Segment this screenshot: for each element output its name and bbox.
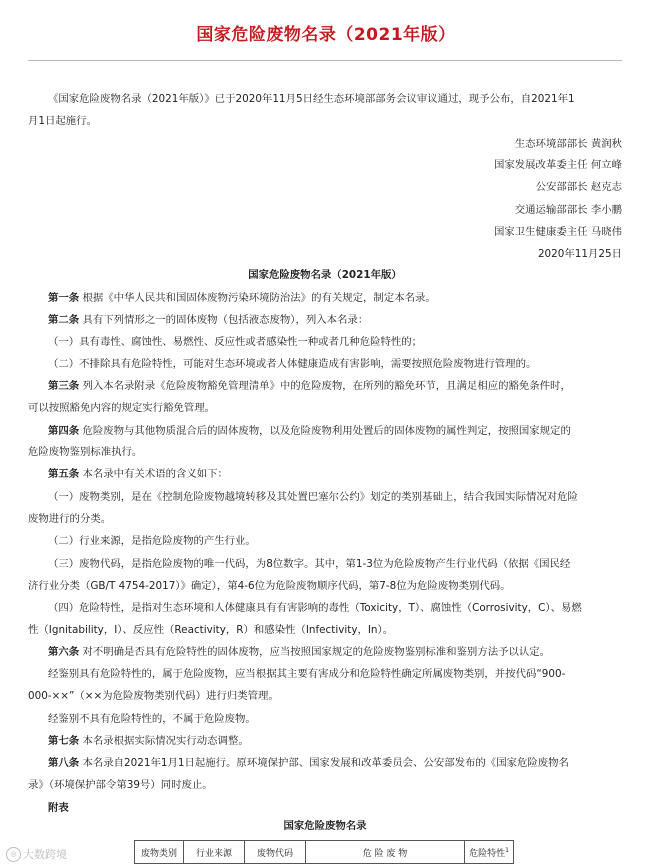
col-header-industry: 行业来源 <box>184 841 245 864</box>
article-label: 第五条 <box>48 468 80 480</box>
article-6 <box>28 641 622 664</box>
article-5-item-3: （三）废物代码，是指危险废物的唯一代码，为8位数字。其中，第1-3位为危险废物产生行业代码（依据《国民经 <box>48 558 571 570</box>
article-text: 根据《中华人民共和国固体废物污染环境防治法》的有关规定，制定本名录。 <box>79 292 436 304</box>
article-8-cont: 录》（环境保护部令第39号）同时废止。 <box>28 779 213 791</box>
article-8 <box>28 752 622 775</box>
preamble-line-2: 月1日起施行。 <box>28 115 97 127</box>
col-header-category: 废物类别 <box>135 841 184 864</box>
article-text: 对不明确是否具有危险特性的固体废物，应当按照国家规定的危险废物鉴别标准和鉴别方法予以认定。 <box>79 646 551 658</box>
article-text: 列入本名录附录《危险废物豁免管理清单》中的危险废物，在所列的豁免环节，且满足相应的豁免条件时， <box>79 380 571 392</box>
article-text: 本名录自2021年1月1日起施行。原环境保护部、国家发展和改革委员会、公安部发布的《国家危险废物名 <box>79 757 569 769</box>
annex-title: 国家危险废物名录 <box>283 820 367 832</box>
article-6-para-1: 经鉴别具有危险特性的，属于危险废物，应当根据其主要有害成分和危险特性确定所属废物类别，并按代码“900- <box>48 668 566 680</box>
article-2-item-2: （二）不排除具有危险特性，可能对生态环境或者人体健康造成有害影响，需要按照危险废物进行管理的。 <box>48 358 537 370</box>
article-6-para-1-cont: 000-××”（××为危险废物类别代码）进行归类管理。 <box>28 690 279 702</box>
signatory-1: 生态环境部部长 黄润秋 <box>514 138 622 150</box>
article-5 <box>28 463 622 486</box>
article-text: 本名录根据实际情况实行动态调整。 <box>79 735 249 747</box>
watermark-logo-icon: ◎ <box>6 847 21 862</box>
article-5-item-4: （四）危险特性，是指对生态环境和人体健康具有有害影响的毒性（Toxicity，T）、腐蚀性（Corrosivity，C）、易燃 <box>48 602 582 614</box>
article-2-item-1: （一）具有毒性、腐蚀性、易燃性、反应性或者感染性一种或者几种危险特性的； <box>48 336 423 348</box>
signatory-4: 交通运输部部长 李小鹏 <box>514 204 622 216</box>
annex-table <box>134 840 514 864</box>
article-text: 本名录中有关术语的含义如下： <box>79 468 228 480</box>
article-5-item-1: （一）废物类别，是在《控制危险废物越境转移及其处置巴塞尔公约》划定的类别基础上，结合我国实际情况对危险 <box>48 491 578 503</box>
article-4-cont: 危险废物鉴别标准执行。 <box>28 446 143 458</box>
article-label: 第一条 <box>48 292 80 304</box>
col-header-code: 废物代码 <box>245 841 306 864</box>
article-text: 危险废物与其他物质混合后的固体废物，以及危险废物利用处置后的固体废物的属性判定，按照国家规定的 <box>79 425 571 437</box>
watermark-text: 大数跨境 <box>23 848 67 861</box>
article-label: 第八条 <box>48 757 80 769</box>
article-5-item-3-cont: 济行业分类（GB/T 4754-2017）》确定），第4-6位为危险废物顺序代码，第7-8位为危险废物类别代码。 <box>28 580 511 592</box>
issue-date: 2020年11月25日 <box>537 248 622 260</box>
section-title: 国家危险废物名录（2021年版） <box>248 269 402 281</box>
signatory-5: 国家卫生健康委主任 马晓伟 <box>494 226 622 238</box>
article-7 <box>28 730 622 753</box>
title-divider <box>28 60 622 61</box>
article-label: 第三条 <box>48 380 80 392</box>
article-label: 第六条 <box>48 646 80 658</box>
col-header-waste: 危 险 废 物 <box>306 841 465 864</box>
footnote-mark: 1 <box>505 846 509 854</box>
article-label: 第二条 <box>48 314 80 326</box>
article-5-item-1-cont: 废物进行的分类。 <box>28 513 112 525</box>
watermark <box>6 846 67 862</box>
annex-table-header-row <box>135 841 514 864</box>
article-3-cont: 可以按照豁免内容的规定实行豁免管理。 <box>28 402 216 414</box>
col-header-hazard <box>465 841 514 864</box>
signatory-2: 国家发展改革委主任 何立峰 <box>494 159 622 171</box>
hazard-header-text: 危险特性 <box>469 848 506 859</box>
page-title: 国家危险废物名录（2021年版） <box>196 25 456 45</box>
annex-label: 附表 <box>48 802 69 814</box>
article-label: 第四条 <box>48 425 80 437</box>
article-5-item-4-cont: 性（Ignitability，I）、反应性（Reactivity，R）和感染性（Infectivity，In）。 <box>28 624 394 636</box>
preamble-line-1: 《国家危险废物名录（2021年版）》已于2020年11月5日经生态环境部部务会议审议通过，现予公布，自2021年1 <box>48 93 575 105</box>
article-3 <box>28 375 622 398</box>
article-label: 第七条 <box>48 735 80 747</box>
article-6-para-2: 经鉴别不具有危险特性的，不属于危险废物。 <box>48 713 256 725</box>
article-text: 具有下列情形之一的固体废物（包括液态废物），列入本名录： <box>79 314 369 326</box>
article-5-item-2: （二）行业来源，是指危险废物的产生行业。 <box>48 535 256 547</box>
article-1 <box>28 287 622 310</box>
article-2 <box>28 309 622 332</box>
article-4 <box>28 420 622 443</box>
signatory-3: 公安部部长 赵克志 <box>535 181 622 193</box>
